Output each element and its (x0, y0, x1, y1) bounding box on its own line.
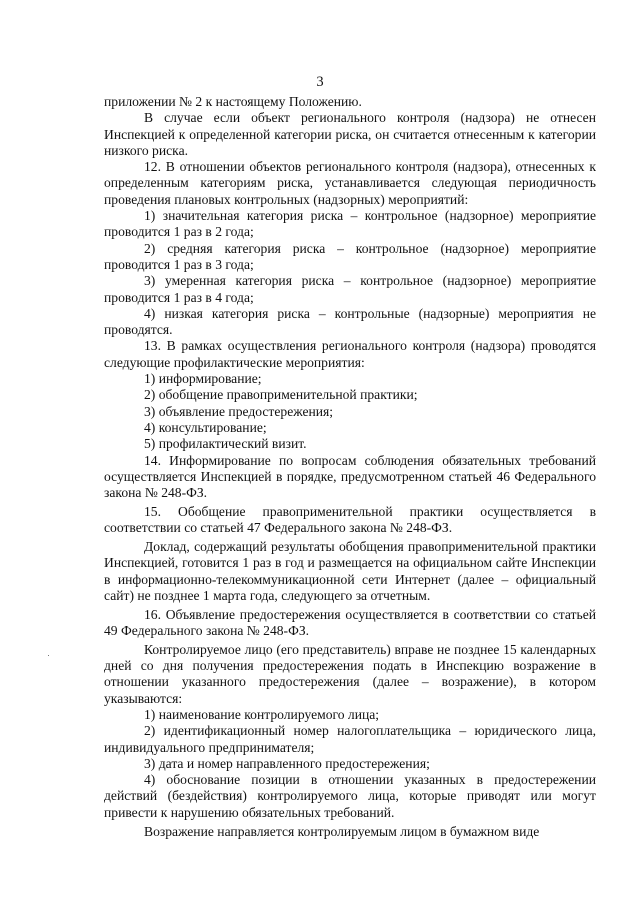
list-item: 3) умеренная категория риска – контрольное (надзорное) мероприятие проводится 1 раз в 4 года; (104, 273, 596, 305)
paragraph-16: 16. Объявление предостережения осуществляется в соответствии со статьей 49 Федерального закона № 248-ФЗ. (104, 606, 596, 638)
paragraph-13: 13. В рамках осуществления регионального контроля (надзора) проводятся следующие профилактические мероприятия: (104, 338, 596, 370)
page-number: 3 (316, 74, 324, 90)
paragraph-objection-sending: Возражение направляется контролируемым лицом в бумажном виде (144, 823, 540, 839)
paragraph-12: 12. В отношении объектов регионального контроля (надзора), отнесенных к определенным категориям риска, устанавливается следующая периодичность проведения плановых контрольных (надзорных) мероприятий: (104, 159, 596, 207)
list-item: 2) обобщение правоприменительной практики; (144, 387, 418, 403)
list-item: 1) информирование; (144, 371, 262, 387)
list-item: 2) идентификационный номер налогоплательщика – юридического лица, индивидуального предпринимателя; (104, 723, 596, 755)
list-item: 5) профилактический визит. (144, 436, 307, 452)
paragraph-15: 15. Обобщение правоприменительной практики осуществляется в соответствии со статьей 47 Федерального закона № 248-ФЗ. (104, 503, 596, 536)
list-item: 2) средняя категория риска – контрольное (надзорное) мероприятие проводится 1 раз в 3 года; (104, 240, 596, 272)
list-item: 1) значительная категория риска – контрольное (надзорное) мероприятие проводится 1 раз в 2 года; (104, 208, 596, 240)
paragraph-14: 14. Информирование по вопросам соблюдения обязательных требований осуществляется Инспекцией в порядке, предусмотренном статьей 46 Федерального закона № 248-ФЗ. (104, 452, 596, 501)
list-item: 4) обоснование позиции в отношении указанных в предостережении действий (бездействия) контролируемого лица, которые приводят или могут привести к нарушению обязательных требований. (104, 772, 596, 820)
paragraph-report: Доклад, содержащий результаты обобщения правоприменительной практики Инспекцией, готовится 1 раз в год и размещается на официальном сайте Инспекции в информационно-телекоммуникационной сети Интернет (далее – официальный сайт) не позднее 1 марта года, следующего за отчетным. (104, 539, 596, 603)
list-item: 3) дата и номер направленного предостережения; (144, 755, 430, 771)
scan-speck (48, 655, 49, 656)
list-item: 3) объявление предостережения; (144, 403, 334, 419)
paragraph-continuation: приложении № 2 к настоящему Положению. (104, 94, 362, 109)
paragraph-default-risk: В случае если объект регионального контроля (надзора) не отнесен Инспекцией к определенной категории риска, он считается отнесенным к категории низкого риска. (104, 110, 596, 158)
paragraph-objection: Контролируемое лицо (его представитель) вправе не позднее 15 календарных дней со дня получения предостережения подать в Инспекцию возражение в отношении указанного предостережения (далее – возражение), в котором указываются: (104, 641, 596, 706)
document-body (104, 94, 596, 840)
list-item: 4) низкая категория риска – контрольные (надзорные) мероприятия не проводятся. (104, 305, 596, 338)
list-item: 1) наименование контролируемого лица; (144, 706, 380, 722)
list-item: 4) консультирование; (144, 419, 267, 435)
